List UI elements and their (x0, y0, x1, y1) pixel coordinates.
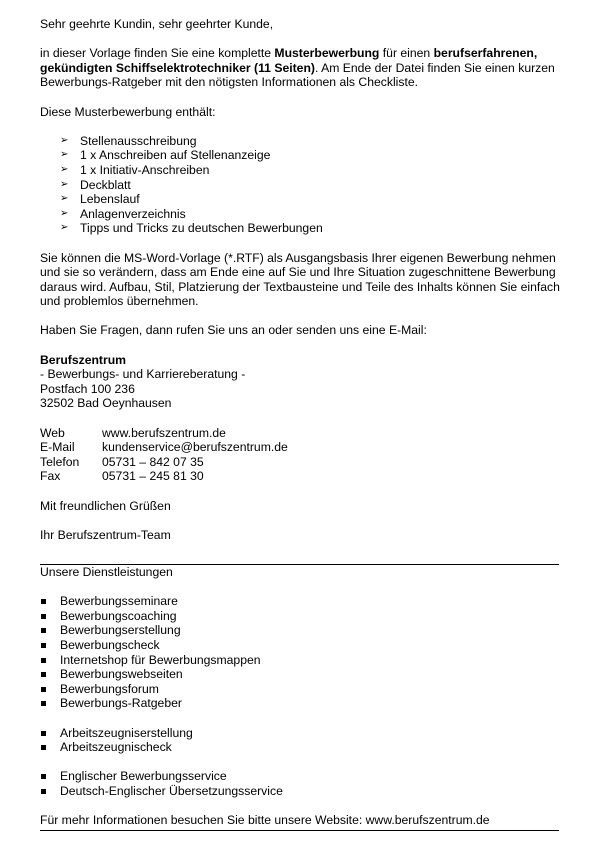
contains-heading: Diese Musterbewerbung enthält: (40, 104, 216, 119)
intro-text-1: in dieser Vorlage finden Sie eine komplette (40, 46, 275, 61)
square-bullet-icon (41, 672, 46, 677)
contact-label: E-Mail (40, 440, 75, 455)
list-item: ➢ Lebenslauf (60, 192, 140, 207)
list-item: ➢ Stellenausschreibung (60, 133, 197, 148)
contact-row-email (40, 440, 560, 455)
square-bullet-icon (41, 643, 46, 648)
intro-bold-2: berufserfahrenen, gekündigten Schiffselektrotechniker (11 Seiten) (40, 46, 538, 75)
company-subtitle: - Bewerbungs- und Karriereberatung - (40, 367, 246, 382)
arrow-bullet-icon: ➢ (60, 163, 69, 175)
square-bullet-icon (41, 731, 46, 736)
phone-value: 05731 – 842 07 35 (102, 454, 204, 469)
services-list-references (40, 726, 560, 755)
document-page (40, 17, 560, 831)
arrow-bullet-icon: ➢ (60, 193, 69, 205)
list-item: Internetshop für Bewerbungsmappen (40, 653, 560, 668)
services-heading: Unsere Dienstleistungen (40, 564, 173, 579)
contact-label: Fax (40, 469, 61, 484)
contains-list (40, 134, 560, 236)
square-bullet-icon (41, 687, 46, 692)
list-item: ➢ Deckblatt (60, 177, 131, 192)
intro-paragraph (40, 46, 560, 90)
arrow-bullet-icon: ➢ (60, 134, 69, 146)
list-item: Deutsch-Englischer Übersetzungsservice (40, 784, 560, 799)
list-item: ➢ 1 x Anschreiben auf Stellenanzeige (60, 148, 271, 163)
arrow-bullet-icon: ➢ (60, 207, 69, 219)
list-item: Bewerbungscheck (40, 638, 560, 653)
contact-table (40, 426, 560, 484)
list-item: Bewerbungsseminare (40, 594, 560, 609)
list-item: Arbeitszeugniserstellung (40, 726, 560, 741)
contact-row-fax (40, 469, 560, 484)
list-item: ➢ Anlagenverzeichnis (60, 206, 186, 221)
fax-value: 05731 – 245 81 30 (102, 469, 204, 484)
signature: Ihr Berufszentrum-Team (40, 527, 171, 542)
questions-line: Haben Sie Fragen, dann rufen Sie uns an oder senden uns eine E-Mail: (40, 323, 427, 338)
company-name: Berufszentrum (40, 352, 127, 367)
list-item: Englischer Bewerbungsservice (40, 769, 560, 784)
footer-divider (40, 830, 559, 831)
list-item: Bewerbungs-Ratgeber (40, 696, 560, 711)
arrow-bullet-icon: ➢ (60, 178, 69, 190)
square-bullet-icon (41, 658, 46, 663)
services-list-english (40, 769, 560, 798)
intro-text-3: . Am Ende der Datei finden Sie einen kurzen Bewerbungs-Ratgeber mit den nötigsten Informationen als Checkliste. (40, 60, 555, 90)
list-item: Bewerbungserstellung (40, 623, 560, 638)
postal-box: Postfach 100 236 (40, 381, 135, 396)
postal-city: 32502 Bad Oeynhausen (40, 396, 172, 411)
closing: Mit freundlichen Grüßen (40, 498, 171, 513)
email-link[interactable]: kundenservice@berufszentrum.de (102, 440, 288, 455)
list-item: ➢ 1 x Initiativ-Anschreiben (60, 162, 210, 177)
web-link[interactable]: www.berufszentrum.de (102, 425, 226, 440)
square-bullet-icon (41, 774, 46, 779)
contact-row-web (40, 426, 560, 441)
square-bullet-icon (41, 599, 46, 604)
arrow-bullet-icon: ➢ (60, 149, 69, 161)
contact-row-phone (40, 455, 560, 470)
salutation: Sehr geehrte Kundin, sehr geehrter Kunde, (40, 17, 274, 31)
list-item: Arbeitszeugnischeck (40, 740, 560, 755)
intro-bold-1: Musterbewerbung (274, 46, 380, 61)
list-item: Bewerbungsforum (40, 682, 560, 697)
list-item: Bewerbungswebseiten (40, 667, 560, 682)
footer-note: Für mehr Informationen besuchen Sie bitte unsere Website: www.berufszentrum.de (40, 813, 490, 828)
usage-paragraph: Sie können die MS-Word-Vorlage (*.RTF) als Ausgangsbasis Ihrer eigenen Bewerbung nehmen und sie so verändern, dass am Ende eine auf Sie und Ihre Situation zugeschnittene Bewerbung daraus wird. Aufbau, Stil, Platzierung der Textbausteine und Teile des Inhalts können Sie einfach und problemlos übernehmen. (40, 250, 560, 309)
list-item: Bewerbungscoaching (40, 609, 560, 624)
square-bullet-icon (41, 701, 46, 706)
square-bullet-icon (41, 789, 46, 794)
square-bullet-icon (41, 745, 46, 750)
intro-text-2: für einen (379, 46, 434, 61)
services-list-main (40, 594, 560, 711)
list-item: ➢ Tipps und Tricks zu deutschen Bewerbungen (60, 221, 323, 236)
square-bullet-icon (41, 614, 46, 619)
contact-label: Web (40, 425, 65, 440)
contact-label: Telefon (40, 454, 80, 469)
square-bullet-icon (41, 628, 46, 633)
arrow-bullet-icon: ➢ (60, 222, 69, 234)
